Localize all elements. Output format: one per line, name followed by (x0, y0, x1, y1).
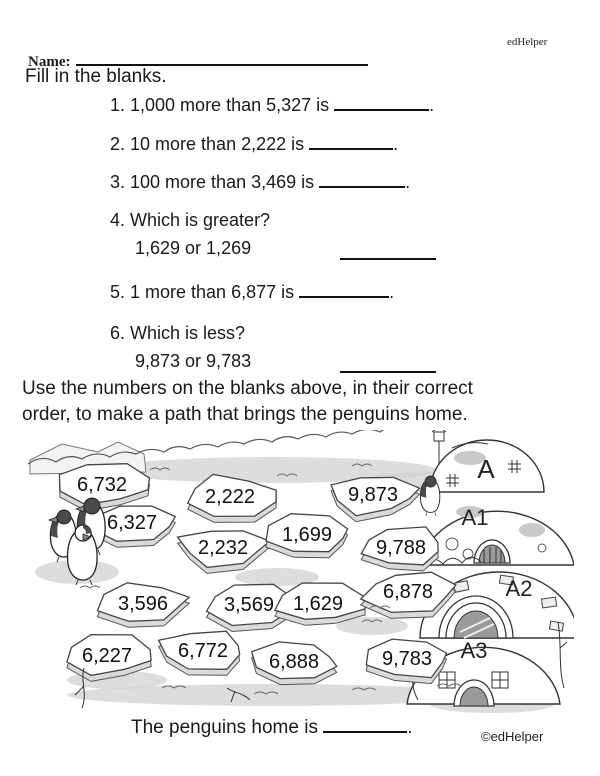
stone-number: 3,596 (117, 593, 169, 615)
question-text: 100 more than 3,469 is (130, 172, 315, 192)
question-number: 6. (110, 323, 126, 343)
igloo-label-A1: A1 (461, 505, 489, 530)
question-tail: . (389, 282, 395, 302)
stone-number: 9,788 (375, 537, 427, 559)
question-text: 1,000 more than 5,327 is (130, 95, 330, 115)
stone-9,873[interactable] (331, 477, 419, 521)
question-4 (110, 210, 270, 259)
stone-6,888[interactable] (252, 642, 337, 685)
penguin-maze-illustration (22, 430, 574, 714)
maze-instructions (22, 376, 578, 428)
question-text: 1 more than 6,877 is (130, 282, 295, 302)
stone-number: 6,878 (382, 581, 434, 603)
question-6 (110, 323, 251, 372)
stone-number: 1,629 (292, 593, 344, 615)
question-number: 1. (110, 95, 126, 115)
stone-number: 9,873 (347, 484, 399, 506)
stone-number: 6,772 (177, 640, 229, 662)
question-3 (110, 171, 410, 193)
stone-1,699[interactable] (266, 514, 348, 558)
answer-blank-3[interactable] (319, 171, 405, 188)
question-text: Which is greater? (130, 210, 271, 230)
stone-number: 2,232 (197, 537, 249, 559)
answer-blank-2[interactable] (309, 133, 393, 150)
stone-number: 6,227 (81, 645, 133, 667)
stone-number: 1,699 (281, 524, 333, 546)
question-number: 3. (110, 172, 126, 192)
question-number: 4. (110, 210, 126, 230)
question-1 (110, 94, 434, 116)
stone-9,783[interactable] (366, 639, 446, 684)
question-choices: 9,873 or 9,783 (135, 351, 252, 371)
footer-prompt-line (131, 716, 413, 739)
stone-number: 6,732 (76, 474, 128, 496)
page-title: Fill in the blanks. (25, 66, 167, 87)
name-blank[interactable] (76, 52, 368, 66)
question-number: 2. (110, 134, 126, 154)
stone-2,232[interactable] (178, 531, 271, 574)
footer-answer-blank[interactable] (323, 716, 407, 733)
stone-number: 6,327 (106, 512, 158, 534)
igloo-A[interactable] (430, 440, 544, 492)
igloo-label-A2: A2 (505, 576, 533, 601)
question-tail: . (429, 95, 435, 115)
igloo-label-A3: A3 (460, 638, 488, 663)
igloo-window (492, 672, 508, 688)
question-text: Which is less? (130, 323, 246, 343)
stone-number: 9,783 (381, 648, 433, 670)
question-2 (110, 133, 398, 155)
answer-blank-1[interactable] (334, 94, 429, 111)
stone-number: 3,569 (223, 594, 275, 616)
stone-9,788[interactable] (361, 527, 438, 571)
instructions-line-2: order, to make a path that brings the penguins home. (22, 404, 468, 426)
answer-blank-4[interactable] (340, 244, 436, 260)
stone-number: 2,222 (204, 486, 256, 508)
question-5 (110, 281, 394, 303)
stone-3,596[interactable] (97, 583, 189, 628)
igloo-window (439, 672, 455, 688)
answer-blank-6[interactable] (340, 357, 436, 373)
footer-prompt: The penguins home is (131, 717, 318, 738)
question-tail: . (393, 134, 399, 154)
edhelper-logo-top: edHelper (507, 36, 548, 48)
stone-6,732[interactable] (59, 464, 149, 511)
instructions-line-1: Use the numbers on the blanks above, in their correct (22, 378, 473, 399)
question-tail: . (405, 172, 411, 192)
stone-number: 6,888 (268, 651, 320, 673)
stone-6,772[interactable] (159, 631, 240, 675)
answer-blank-5[interactable] (299, 281, 389, 298)
name-label: Name: (28, 54, 71, 70)
igloo-label-A: A (477, 454, 495, 484)
question-number: 5. (110, 282, 126, 302)
footer-tail: . (407, 717, 413, 738)
question-text: 10 more than 2,222 is (130, 134, 305, 154)
stone-1,629[interactable] (275, 583, 365, 625)
question-choices: 1,629 or 1,269 (135, 238, 252, 258)
igloo-A1[interactable] (420, 505, 574, 565)
edhelper-logo-bottom: ©edHelper (481, 729, 544, 744)
